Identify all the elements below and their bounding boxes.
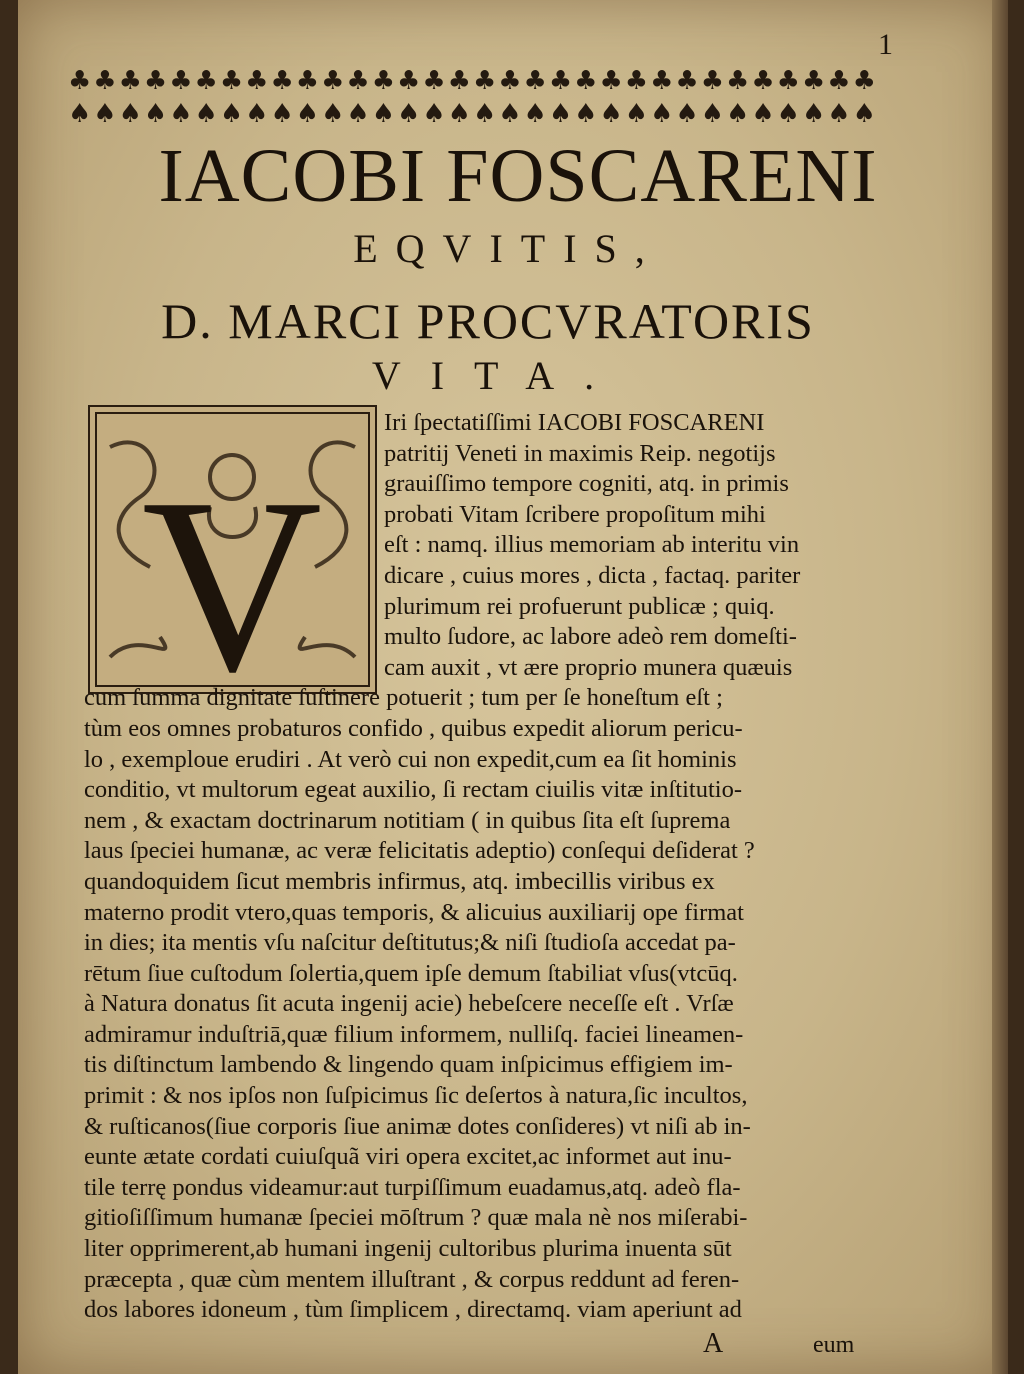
text-line: laus ſpeciei humanæ, ac veræ felicitatis adeptio) conſequi deſiderat ? <box>84 837 755 865</box>
text-line: lo , exemploue erudiri . At verò cui non expedit,cum ea ſit hominis <box>84 745 737 773</box>
book-page <box>18 0 1008 1374</box>
catchword: eum <box>813 1332 855 1358</box>
initial-letter: V <box>141 447 323 692</box>
text-line: rētum ſiue cuſtodum ſolertia,quem ipſe demum ſtabiliat vſus(vtcūq. <box>84 959 738 987</box>
text-line: eſt : namq. illius memoriam ab interitu vin <box>384 531 800 559</box>
text-line: probati Vitam ſcribere propoſitum mihi <box>384 500 766 528</box>
title-line-1: IACOBI FOSCARENI <box>158 134 878 218</box>
text-line: materno prodit vtero,quas temporis, & alicuius auxiliarij ope firmat <box>84 898 744 926</box>
text-line: tùm eos omnes probaturos confido , quibus expedit aliorum pericu- <box>84 714 743 742</box>
title-line-3: D. MARCI PROCVRATORIS <box>161 293 815 349</box>
signature-mark: A <box>703 1328 724 1359</box>
text-line: eunte ætate cordati cuiuſquã viri opera excitet,ac informet aut inu- <box>84 1143 732 1171</box>
text-line: à Natura donatus ſit acuta ingenij acie) hebeſcere neceſſe eſt . Vrſæ <box>84 990 734 1018</box>
ornament-band-top: ♣♣♣♣♣♣♣♣♣♣♣♣♣♣♣♣♣♣♣♣♣♣♣♣♣♣♣♣♣♣♣♣ <box>68 66 878 96</box>
text-line: multo ſudore, ac labore adeò rem domeſti- <box>384 623 797 651</box>
title-line-4: VITA. <box>371 353 625 398</box>
ornament-band-bottom: ♠♠♠♠♠♠♠♠♠♠♠♠♠♠♠♠♠♠♠♠♠♠♠♠♠♠♠♠♠♠♠♠ <box>68 99 878 129</box>
text-line: grauiſſimo tempore cogniti, atq. in primis <box>384 470 789 498</box>
text-line: cam auxit , vt ære proprio munera quæuis <box>384 653 793 681</box>
text-line: patritij Veneti in maximis Reip. negotijs <box>384 439 776 467</box>
text-line: plurimum rei profuerunt publicæ ; quiq. <box>384 592 775 620</box>
text-line: admiramur induſtriā,quæ filium informem, nulliſq. faciei lineamen- <box>84 1020 744 1048</box>
text-line: præcepta , quæ cùm mentem illuſtrant , & corpus reddunt ad feren- <box>84 1265 740 1293</box>
text-line: nem , & exactam doctrinarum notitiam ( in quibus ſita eſt ſuprema <box>84 806 731 834</box>
page-number: 1 <box>878 28 893 61</box>
title-line-2: EQVITIS, <box>353 226 663 271</box>
text-line: tis diſtinctum lambendo & lingendo quam inſpicimus effigiem im- <box>84 1051 733 1079</box>
text-line: conditio, vt multorum egeat auxilio, ſi rectam ciuilis vitæ inſtitutio- <box>84 776 742 804</box>
text-line: primit : & nos ipſos non ſuſpicimus ſic deſertos à natura,ſic incultos, <box>84 1082 748 1110</box>
text-line: cum ſumma dignitate ſuſtinere potuerit ; tum per ſe honeſtum eſt ; <box>84 684 723 712</box>
text-line: gitioſiſſimum humanæ ſpeciei mōſtrum ? quæ mala nè nos miſerabi- <box>84 1204 748 1232</box>
text-line: dicare , cuius mores , dicta , factaq. pariter <box>384 561 801 589</box>
text-line: Iri ſpectatiſſimi IACOBI FOSCARENI <box>384 409 765 436</box>
text-line: liter opprimerent,ab humani ingenij cultoribus plurima inuenta sūt <box>84 1235 732 1263</box>
text-line: dos labores idoneum , tùm ſimplicem , directamq. viam aperiunt ad <box>84 1296 742 1324</box>
text-line: in dies; ita mentis vſu naſcitur deſtitutus;& niſi ſtudioſa accedat pa- <box>84 929 736 957</box>
body-text <box>84 408 894 1326</box>
text-line: & ruſticanos(ſiue corporis ſiue animæ dotes conſideres) vt niſi ab in- <box>84 1112 751 1140</box>
text-line: tile terrę pondus videamur:aut turpiſſimum euadamus,atq. adeò fla- <box>84 1173 741 1201</box>
text-line: quandoquidem ſicut membris infirmus, atq. imbecillis viribus ex <box>84 867 715 895</box>
